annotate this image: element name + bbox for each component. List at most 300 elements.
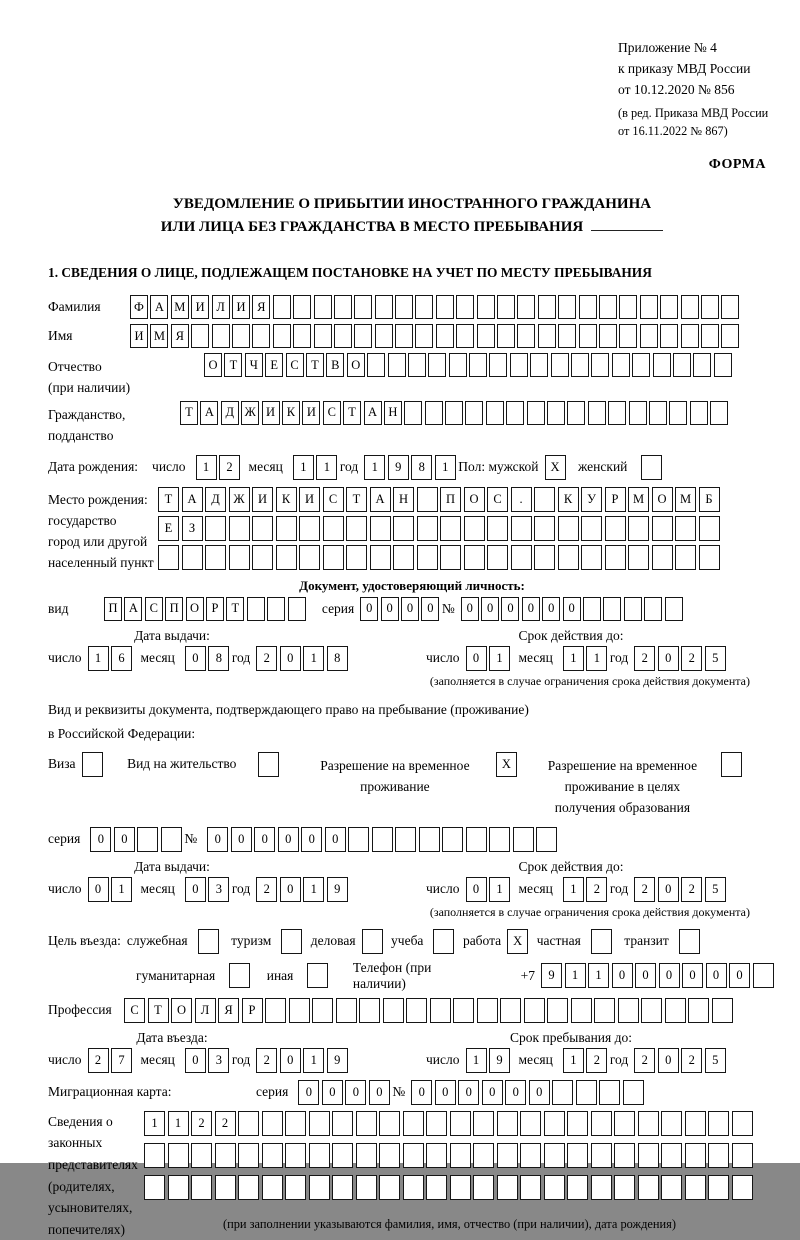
form-cell[interactable]: 0 [207, 827, 228, 852]
form-cell[interactable]: 9 [541, 963, 562, 988]
form-cell[interactable]: 0 [461, 597, 479, 621]
form-cell[interactable] [375, 324, 393, 348]
form-cell[interactable] [252, 516, 273, 541]
form-cell[interactable]: 8 [411, 455, 432, 480]
form-cell[interactable]: X [507, 929, 528, 954]
form-cell[interactable] [314, 324, 332, 348]
form-cell[interactable]: 1 [435, 455, 456, 480]
form-cell[interactable] [356, 1111, 377, 1136]
form-cell[interactable]: А [200, 401, 218, 425]
form-cell[interactable] [599, 324, 617, 348]
form-cell[interactable] [567, 1111, 588, 1136]
form-cell[interactable] [346, 545, 367, 570]
form-cell[interactable] [579, 295, 597, 319]
form-cell[interactable] [701, 295, 719, 319]
form-cell[interactable] [624, 597, 642, 621]
form-cell[interactable] [440, 545, 461, 570]
form-cell[interactable] [332, 1111, 353, 1136]
form-cell[interactable] [581, 516, 602, 541]
form-cell[interactable] [599, 295, 617, 319]
form-cell[interactable]: О [186, 597, 204, 621]
form-cell[interactable] [551, 353, 569, 377]
form-cell[interactable] [517, 324, 535, 348]
form-cell[interactable]: 2 [681, 1048, 702, 1073]
form-cell[interactable] [497, 324, 515, 348]
form-cell[interactable]: 0 [635, 963, 656, 988]
form-cell[interactable]: Т [180, 401, 198, 425]
form-cell[interactable] [628, 545, 649, 570]
form-cell[interactable]: М [150, 324, 168, 348]
form-cell[interactable]: 5 [705, 1048, 726, 1073]
form-cell[interactable]: 9 [327, 1048, 348, 1073]
form-cell[interactable] [332, 1175, 353, 1200]
form-cell[interactable] [370, 545, 391, 570]
form-cell[interactable] [158, 545, 179, 570]
form-cell[interactable] [544, 1175, 565, 1200]
form-cell[interactable] [205, 545, 226, 570]
form-cell[interactable] [583, 597, 601, 621]
form-cell[interactable]: 0 [658, 646, 679, 671]
form-cell[interactable]: О [347, 353, 365, 377]
form-cell[interactable]: 8 [208, 646, 229, 671]
form-cell[interactable] [632, 353, 650, 377]
form-cell[interactable] [714, 353, 732, 377]
form-cell[interactable] [417, 545, 438, 570]
form-cell[interactable] [473, 1111, 494, 1136]
form-cell[interactable]: С [124, 998, 145, 1023]
form-cell[interactable] [591, 929, 612, 954]
form-cell[interactable]: 1 [466, 1048, 487, 1073]
form-cell[interactable] [558, 516, 579, 541]
form-cell[interactable]: М [628, 487, 649, 512]
form-cell[interactable] [332, 1143, 353, 1168]
form-cell[interactable]: Н [393, 487, 414, 512]
form-cell[interactable]: 0 [298, 1080, 319, 1105]
form-cell[interactable] [473, 1143, 494, 1168]
form-cell[interactable] [258, 752, 279, 777]
form-cell[interactable] [464, 516, 485, 541]
form-cell[interactable]: П [165, 597, 183, 621]
form-cell[interactable] [558, 295, 576, 319]
form-cell[interactable] [356, 1143, 377, 1168]
form-cell[interactable] [520, 1175, 541, 1200]
form-cell[interactable]: А [124, 597, 142, 621]
form-cell[interactable] [289, 998, 310, 1023]
form-cell[interactable] [497, 295, 515, 319]
form-cell[interactable]: 2 [219, 455, 240, 480]
form-cell[interactable] [247, 597, 265, 621]
form-cell[interactable]: 0 [280, 646, 301, 671]
form-cell[interactable]: Ж [241, 401, 259, 425]
form-cell[interactable] [552, 1080, 573, 1105]
form-cell[interactable] [198, 929, 219, 954]
form-cell[interactable]: 0 [458, 1080, 479, 1105]
form-cell[interactable] [628, 516, 649, 541]
form-cell[interactable] [406, 998, 427, 1023]
form-cell[interactable]: 0 [280, 1048, 301, 1073]
form-cell[interactable]: Т [224, 353, 242, 377]
form-cell[interactable]: 2 [634, 646, 655, 671]
form-cell[interactable]: Т [343, 401, 361, 425]
form-cell[interactable] [395, 295, 413, 319]
form-cell[interactable]: Я [252, 295, 270, 319]
form-cell[interactable]: 0 [231, 827, 252, 852]
form-cell[interactable]: 2 [681, 646, 702, 671]
form-cell[interactable]: 0 [481, 597, 499, 621]
form-cell[interactable] [285, 1175, 306, 1200]
form-cell[interactable]: 8 [327, 646, 348, 671]
form-cell[interactable]: Е [158, 516, 179, 541]
form-cell[interactable] [599, 1080, 620, 1105]
form-cell[interactable] [450, 1143, 471, 1168]
form-cell[interactable] [612, 353, 630, 377]
form-cell[interactable] [252, 324, 270, 348]
form-cell[interactable] [417, 516, 438, 541]
form-cell[interactable] [477, 998, 498, 1023]
form-cell[interactable] [393, 545, 414, 570]
form-cell[interactable] [538, 295, 556, 319]
form-cell[interactable]: 0 [345, 1080, 366, 1105]
form-cell[interactable] [299, 545, 320, 570]
form-cell[interactable] [285, 1111, 306, 1136]
form-cell[interactable]: 2 [256, 877, 277, 902]
form-cell[interactable]: 1 [588, 963, 609, 988]
form-cell[interactable] [605, 516, 626, 541]
form-cell[interactable] [641, 998, 662, 1023]
form-cell[interactable] [285, 1143, 306, 1168]
form-cell[interactable]: О [171, 998, 192, 1023]
form-cell[interactable] [395, 324, 413, 348]
form-cell[interactable]: 9 [489, 1048, 510, 1073]
form-cell[interactable] [571, 353, 589, 377]
form-cell[interactable] [395, 827, 416, 852]
form-cell[interactable]: Т [346, 487, 367, 512]
form-cell[interactable] [675, 545, 696, 570]
form-cell[interactable] [307, 963, 328, 988]
form-cell[interactable] [594, 998, 615, 1023]
form-cell[interactable] [356, 1175, 377, 1200]
form-cell[interactable] [497, 1175, 518, 1200]
form-cell[interactable] [262, 1175, 283, 1200]
form-cell[interactable]: 0 [360, 597, 378, 621]
form-cell[interactable] [489, 827, 510, 852]
form-cell[interactable]: 0 [466, 877, 487, 902]
form-cell[interactable] [215, 1143, 236, 1168]
form-cell[interactable]: 1 [563, 1048, 584, 1073]
form-cell[interactable] [685, 1143, 706, 1168]
form-cell[interactable]: 1 [586, 646, 607, 671]
form-cell[interactable] [547, 998, 568, 1023]
form-cell[interactable] [623, 1080, 644, 1105]
form-cell[interactable]: 0 [421, 597, 439, 621]
form-cell[interactable]: 2 [634, 877, 655, 902]
form-cell[interactable]: Я [171, 324, 189, 348]
form-cell[interactable] [442, 827, 463, 852]
form-cell[interactable] [477, 295, 495, 319]
form-cell[interactable] [673, 353, 691, 377]
form-cell[interactable] [419, 827, 440, 852]
form-cell[interactable]: Р [242, 998, 263, 1023]
form-cell[interactable] [500, 998, 521, 1023]
form-cell[interactable] [510, 353, 528, 377]
form-cell[interactable]: 0 [90, 827, 111, 852]
form-cell[interactable] [660, 324, 678, 348]
form-cell[interactable]: 0 [369, 1080, 390, 1105]
form-cell[interactable] [506, 401, 524, 425]
form-cell[interactable]: 1 [303, 646, 324, 671]
form-cell[interactable] [708, 1143, 729, 1168]
form-cell[interactable]: 1 [316, 455, 337, 480]
form-cell[interactable] [238, 1111, 259, 1136]
form-cell[interactable]: 0 [505, 1080, 526, 1105]
form-cell[interactable] [576, 1080, 597, 1105]
form-cell[interactable] [293, 295, 311, 319]
form-cell[interactable]: 1 [196, 455, 217, 480]
form-cell[interactable]: И [191, 295, 209, 319]
form-cell[interactable]: 1 [364, 455, 385, 480]
form-cell[interactable]: М [675, 487, 696, 512]
form-cell[interactable]: Р [206, 597, 224, 621]
form-cell[interactable] [428, 353, 446, 377]
form-cell[interactable] [708, 1175, 729, 1200]
form-cell[interactable]: 9 [327, 877, 348, 902]
form-cell[interactable] [426, 1143, 447, 1168]
form-cell[interactable]: Т [226, 597, 244, 621]
form-cell[interactable] [182, 545, 203, 570]
form-cell[interactable] [685, 1175, 706, 1200]
form-cell[interactable] [536, 827, 557, 852]
form-cell[interactable] [191, 324, 209, 348]
form-cell[interactable] [433, 929, 454, 954]
form-cell[interactable] [450, 1111, 471, 1136]
form-cell[interactable] [273, 295, 291, 319]
form-cell[interactable]: 2 [256, 1048, 277, 1073]
form-cell[interactable] [487, 516, 508, 541]
form-cell[interactable] [661, 1175, 682, 1200]
form-cell[interactable] [534, 545, 555, 570]
form-cell[interactable] [168, 1143, 189, 1168]
form-cell[interactable] [685, 1111, 706, 1136]
form-cell[interactable]: 1 [111, 877, 132, 902]
form-cell[interactable] [336, 998, 357, 1023]
form-cell[interactable]: А [364, 401, 382, 425]
form-cell[interactable] [513, 827, 534, 852]
form-cell[interactable] [547, 401, 565, 425]
form-cell[interactable]: 1 [144, 1111, 165, 1136]
form-cell[interactable]: Е [265, 353, 283, 377]
form-cell[interactable] [334, 324, 352, 348]
form-cell[interactable] [229, 516, 250, 541]
form-cell[interactable] [665, 998, 686, 1023]
form-cell[interactable] [681, 324, 699, 348]
form-cell[interactable] [710, 401, 728, 425]
form-cell[interactable] [558, 324, 576, 348]
form-cell[interactable]: . [511, 487, 532, 512]
form-cell[interactable] [712, 998, 733, 1023]
form-cell[interactable] [445, 401, 463, 425]
form-cell[interactable] [534, 487, 555, 512]
form-cell[interactable]: 1 [293, 455, 314, 480]
form-cell[interactable]: 0 [658, 1048, 679, 1073]
form-cell[interactable] [415, 295, 433, 319]
form-cell[interactable] [534, 516, 555, 541]
form-cell[interactable]: Б [699, 487, 720, 512]
form-cell[interactable] [618, 998, 639, 1023]
form-cell[interactable]: И [252, 487, 273, 512]
form-cell[interactable]: 9 [388, 455, 409, 480]
form-cell[interactable] [721, 324, 739, 348]
form-cell[interactable] [403, 1175, 424, 1200]
form-cell[interactable]: Р [605, 487, 626, 512]
form-cell[interactable]: 2 [586, 877, 607, 902]
form-cell[interactable] [440, 516, 461, 541]
form-cell[interactable]: 1 [565, 963, 586, 988]
form-cell[interactable]: К [282, 401, 300, 425]
form-cell[interactable]: 0 [114, 827, 135, 852]
form-cell[interactable]: 2 [191, 1111, 212, 1136]
form-cell[interactable]: А [370, 487, 391, 512]
form-cell[interactable] [487, 545, 508, 570]
form-cell[interactable]: Л [212, 295, 230, 319]
form-cell[interactable]: 2 [215, 1111, 236, 1136]
form-cell[interactable] [191, 1175, 212, 1200]
form-cell[interactable] [348, 827, 369, 852]
form-cell[interactable] [753, 963, 774, 988]
form-cell[interactable] [497, 1143, 518, 1168]
form-cell[interactable]: А [150, 295, 168, 319]
form-cell[interactable]: 0 [522, 597, 540, 621]
form-cell[interactable] [567, 1175, 588, 1200]
form-cell[interactable] [473, 1175, 494, 1200]
form-cell[interactable]: Ж [229, 487, 250, 512]
form-cell[interactable] [640, 295, 658, 319]
form-cell[interactable] [375, 295, 393, 319]
form-cell[interactable]: С [323, 487, 344, 512]
form-cell[interactable] [538, 324, 556, 348]
form-cell[interactable] [721, 752, 742, 777]
form-cell[interactable] [699, 545, 720, 570]
form-cell[interactable]: И [262, 401, 280, 425]
form-cell[interactable] [466, 827, 487, 852]
form-cell[interactable] [449, 353, 467, 377]
form-cell[interactable] [312, 998, 333, 1023]
form-cell[interactable] [379, 1175, 400, 1200]
form-cell[interactable] [144, 1143, 165, 1168]
form-cell[interactable]: С [145, 597, 163, 621]
form-cell[interactable] [638, 1175, 659, 1200]
form-cell[interactable]: С [487, 487, 508, 512]
form-cell[interactable] [588, 401, 606, 425]
form-cell[interactable]: В [326, 353, 344, 377]
form-cell[interactable] [629, 401, 647, 425]
form-cell[interactable]: 0 [401, 597, 419, 621]
form-cell[interactable] [354, 295, 372, 319]
form-cell[interactable]: Я [218, 998, 239, 1023]
form-cell[interactable]: 0 [185, 1048, 206, 1073]
form-cell[interactable]: 1 [489, 877, 510, 902]
form-cell[interactable] [591, 1143, 612, 1168]
form-cell[interactable] [453, 998, 474, 1023]
form-cell[interactable] [701, 324, 719, 348]
form-cell[interactable] [262, 1111, 283, 1136]
form-cell[interactable]: 0 [411, 1080, 432, 1105]
form-cell[interactable] [661, 1111, 682, 1136]
form-cell[interactable] [229, 545, 250, 570]
form-cell[interactable]: 0 [682, 963, 703, 988]
form-cell[interactable] [558, 545, 579, 570]
form-cell[interactable]: М [171, 295, 189, 319]
form-cell[interactable] [281, 929, 302, 954]
form-cell[interactable] [497, 1111, 518, 1136]
form-cell[interactable] [660, 295, 678, 319]
form-cell[interactable]: 2 [256, 646, 277, 671]
form-cell[interactable]: 0 [482, 1080, 503, 1105]
form-cell[interactable] [571, 998, 592, 1023]
form-cell[interactable] [699, 516, 720, 541]
form-cell[interactable]: 1 [563, 877, 584, 902]
form-cell[interactable] [681, 295, 699, 319]
form-cell[interactable] [191, 1143, 212, 1168]
form-cell[interactable] [477, 324, 495, 348]
form-cell[interactable]: 1 [489, 646, 510, 671]
form-cell[interactable] [669, 401, 687, 425]
form-cell[interactable]: 2 [681, 877, 702, 902]
form-cell[interactable] [229, 963, 250, 988]
form-cell[interactable] [644, 597, 662, 621]
form-cell[interactable]: 5 [705, 646, 726, 671]
form-cell[interactable]: Д [205, 487, 226, 512]
form-cell[interactable]: 0 [185, 646, 206, 671]
form-cell[interactable] [619, 295, 637, 319]
form-cell[interactable] [276, 545, 297, 570]
form-cell[interactable] [520, 1143, 541, 1168]
form-cell[interactable]: 0 [563, 597, 581, 621]
form-cell[interactable] [652, 516, 673, 541]
form-cell[interactable]: У [581, 487, 602, 512]
form-cell[interactable]: 1 [563, 646, 584, 671]
form-cell[interactable] [489, 353, 507, 377]
form-cell[interactable] [614, 1143, 635, 1168]
form-cell[interactable]: 0 [322, 1080, 343, 1105]
form-cell[interactable] [665, 597, 683, 621]
form-cell[interactable] [359, 998, 380, 1023]
form-cell[interactable]: 5 [705, 877, 726, 902]
form-cell[interactable] [638, 1143, 659, 1168]
form-cell[interactable] [403, 1143, 424, 1168]
form-cell[interactable] [393, 516, 414, 541]
form-cell[interactable] [426, 1175, 447, 1200]
form-cell[interactable] [693, 353, 711, 377]
form-cell[interactable] [721, 295, 739, 319]
form-cell[interactable]: 3 [208, 1048, 229, 1073]
form-cell[interactable]: А [182, 487, 203, 512]
form-cell[interactable] [265, 998, 286, 1023]
form-cell[interactable] [456, 324, 474, 348]
form-cell[interactable] [426, 1111, 447, 1136]
form-cell[interactable]: И [130, 324, 148, 348]
form-cell[interactable] [346, 516, 367, 541]
form-cell[interactable] [619, 324, 637, 348]
form-cell[interactable]: К [276, 487, 297, 512]
form-cell[interactable]: О [204, 353, 222, 377]
form-cell[interactable] [679, 929, 700, 954]
form-cell[interactable]: 0 [301, 827, 322, 852]
form-cell[interactable] [603, 597, 621, 621]
form-cell[interactable] [323, 516, 344, 541]
form-cell[interactable]: 0 [466, 646, 487, 671]
form-cell[interactable]: П [440, 487, 461, 512]
form-cell[interactable] [372, 827, 393, 852]
